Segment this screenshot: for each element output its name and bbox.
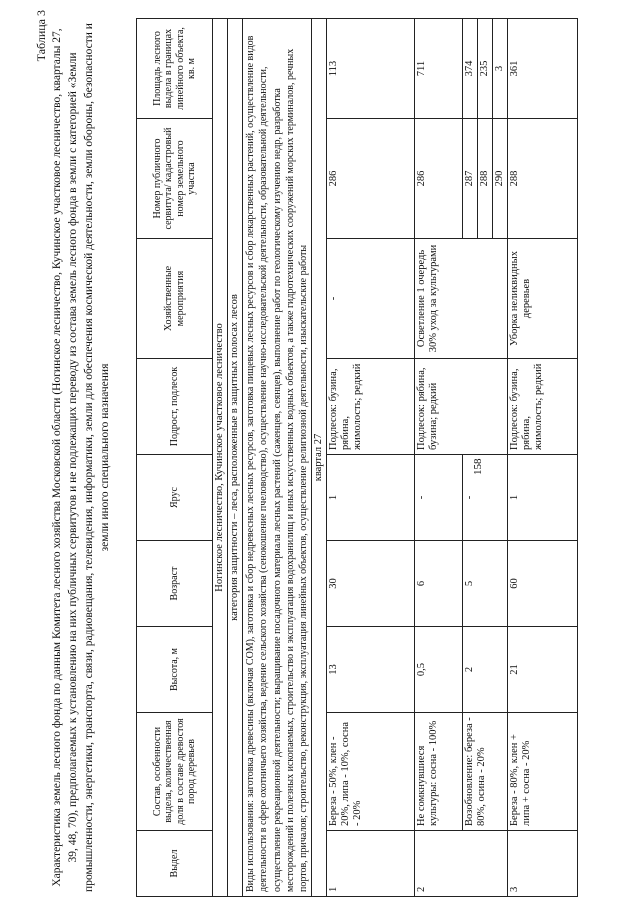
cell-nomer: 287: [463, 119, 478, 239]
cell-nomer: 290: [493, 119, 508, 239]
header-meropriyatiya: Хозяйственные мероприятия: [137, 239, 213, 359]
cell-nomer: 288: [508, 119, 578, 239]
header-sostav: Состав, особенности выдела, количественная доля в составе древостоя пород деревьев: [137, 713, 213, 831]
section-lesnichestvo-row: [213, 19, 228, 897]
header-podrost: Подрост, подлесок: [137, 359, 213, 455]
cell-sostav: Береза - 80%, клен + липа + сосна - 20%: [508, 713, 578, 831]
cell-meropriyatiya: Уборка неликвидных деревьев: [508, 239, 578, 359]
cell-vozrast: 60: [508, 541, 578, 627]
cell-ploshad: 711: [415, 19, 463, 119]
cell-vozrast: 5: [463, 541, 508, 627]
section-kategoria: категория защитности – леса, расположенные в защитных полосах лесов: [228, 19, 243, 897]
header-vozrast: Возраст: [137, 541, 213, 627]
header-vydel: Выдел: [137, 831, 213, 897]
table-row: [508, 19, 578, 897]
table-row: [463, 19, 478, 897]
cell-vozrast: 6: [415, 541, 463, 627]
table-label: Таблица 3: [34, 10, 48, 62]
cell-yarus: -: [463, 455, 508, 541]
cell-vysota: 2: [463, 627, 508, 713]
cell-nomer: 286: [415, 119, 463, 239]
table-caption: Характеристика земель лесного фонда по данным Комитета лесного хозяйства Московской области (Ногинское лесничество, Кучинское участковое лесничество, кварталы 27, 39, 48, 70), предполагаемых к установлению на них публичных сервитутов и не подлежащих переводу из состава земель лесного фонда в земли с категорией «Земли промышленности, энергетики, транспорта, связи, радиовещания, телевидения, информатики, земли для обеспечения космической деятельности, земли обороны, безопасности и земли иного специального назначения: [51, 23, 111, 892]
cell-ploshad: 374: [463, 19, 478, 119]
section-kvartal: квартал 27: [312, 19, 327, 897]
section-kategoria-row: [228, 19, 243, 897]
section-vidy-ispolzovaniya: Виды использования: заготовка древесины (включая СОМ), заготовка и сбор недревесных лесных ресурсов, заготовка пищевых лесных ресурсов и сбор лекарственных растений, осуществление видов деятельности в сфере охотничьего хозяйства, ведение сельского хозяйства (сенокошение пчеловодство), осуществление научно-исследовательской деятельности, образовательной деятельности, осуществление рекреационной деятельности; выращивание посадочного материала лесных растений (саженцев, сеянцев), выполнение работ по геологическому изучению недр, разработка месторождений и полезных ископаемых, строительство и эксплуатация водохранилищ и иных искусственных водных объектов, а также гидротехнических сооружений морских терминалов, речных портов, причалов; строительство, реконструкция, эксплуатация линейных объектов, осуществление религиозной деятельности, изыскательские работы: [243, 19, 312, 897]
header-vysota: Высота, м: [137, 627, 213, 713]
cell-podrost: Подлесок: бузина, рябина, жимолость; редкий: [508, 359, 578, 455]
cell-meropriyatiya: -: [327, 239, 415, 359]
cell-vysota: 21: [508, 627, 578, 713]
section-kvartal-row: [312, 19, 327, 897]
cell-sostav: Возобновление: береза - 80%, осина - 20%: [463, 713, 508, 831]
cell-yarus: 1: [508, 455, 578, 541]
section-vidy-row: [243, 19, 312, 897]
header-yarus: Ярус: [137, 455, 213, 541]
cell-podrost: Подлесок: бузина, рябина, жимолость; редкий: [327, 359, 415, 455]
table-row: [327, 19, 415, 897]
header-row: [137, 19, 213, 897]
cell-ploshad: 235: [478, 19, 493, 119]
cell-sostav: Береза - 50%, клен - 20%, липа - 10%, сосна - 20%: [327, 713, 415, 831]
cell-ploshad: 113: [327, 19, 415, 119]
forest-characteristics-table: [136, 18, 578, 897]
cell-yarus: 1: [327, 455, 415, 541]
cell-nomer: 286: [327, 119, 415, 239]
cell-ploshad: 3: [493, 19, 508, 119]
cell-meropriyatiya: Осветление 1 очередь 30% уход за культурами: [415, 239, 508, 359]
cell-vysota: 0,5: [415, 627, 463, 713]
header-nomer-servituta: Номер публичного сервитута/ кадастровый номер земельного участка: [137, 119, 213, 239]
cell-podrost: Подлесок: рябина, бузина; редкий: [415, 359, 508, 455]
cell-yarus: -: [415, 455, 463, 541]
cell-nomer: 288: [478, 119, 493, 239]
cell-vydel: 1: [327, 831, 415, 897]
cell-vydel: 2: [415, 831, 508, 897]
cell-vysota: 13: [327, 627, 415, 713]
cell-vydel: 3: [508, 831, 578, 897]
page-number: 158: [472, 458, 484, 475]
section-lesnichestvo: Ногинское лесничество, Кучинское участковое лесничество: [213, 19, 228, 897]
cell-sostav: Не сомкнувшиеся культуры: сосна - 100%: [415, 713, 463, 831]
cell-ploshad: 361: [508, 19, 578, 119]
table-row: [415, 19, 463, 897]
header-ploshad: Площадь лесного выдела в границах линейного объекта, кв. м: [137, 19, 213, 119]
cell-vozrast: 30: [327, 541, 415, 627]
